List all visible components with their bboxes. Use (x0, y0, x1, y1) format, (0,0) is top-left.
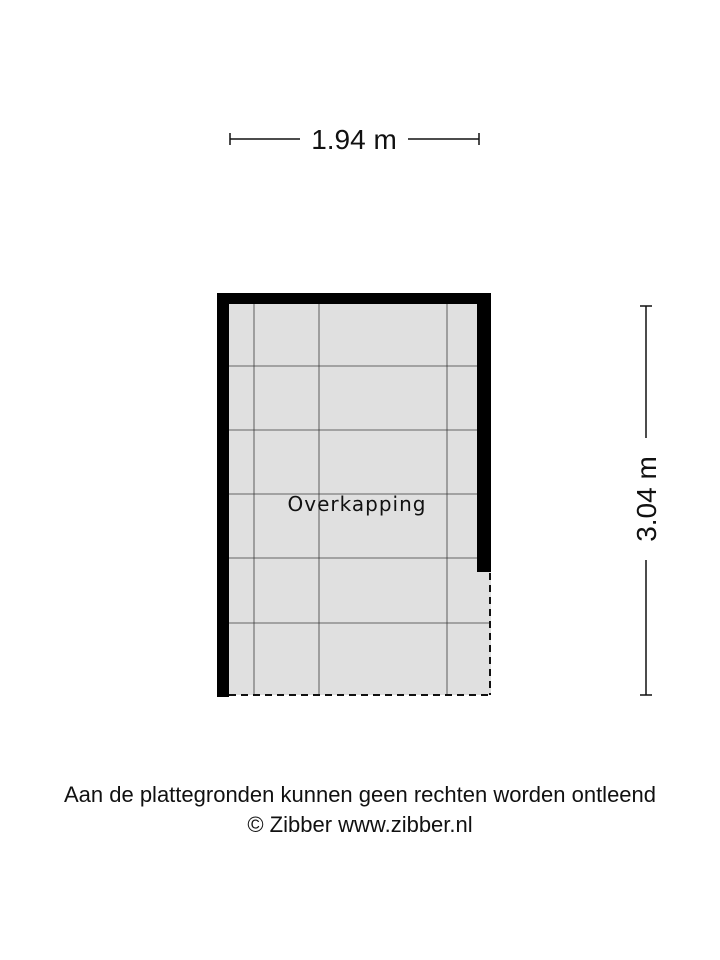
credit-text: © Zibber www.zibber.nl (247, 812, 473, 837)
width-dimension (230, 124, 479, 155)
wall-top (217, 293, 491, 304)
wall-right (477, 293, 491, 572)
depth-dimension-label: 3.04 m (631, 456, 662, 542)
disclaimer-text: Aan de plattegronden kunnen geen rechten worden ontleend (63, 782, 657, 807)
wall-left (217, 293, 229, 697)
width-dimension-label: 1.94 m (311, 124, 397, 155)
depth-dimension (631, 306, 662, 695)
room-label: Overkapping (287, 492, 427, 516)
